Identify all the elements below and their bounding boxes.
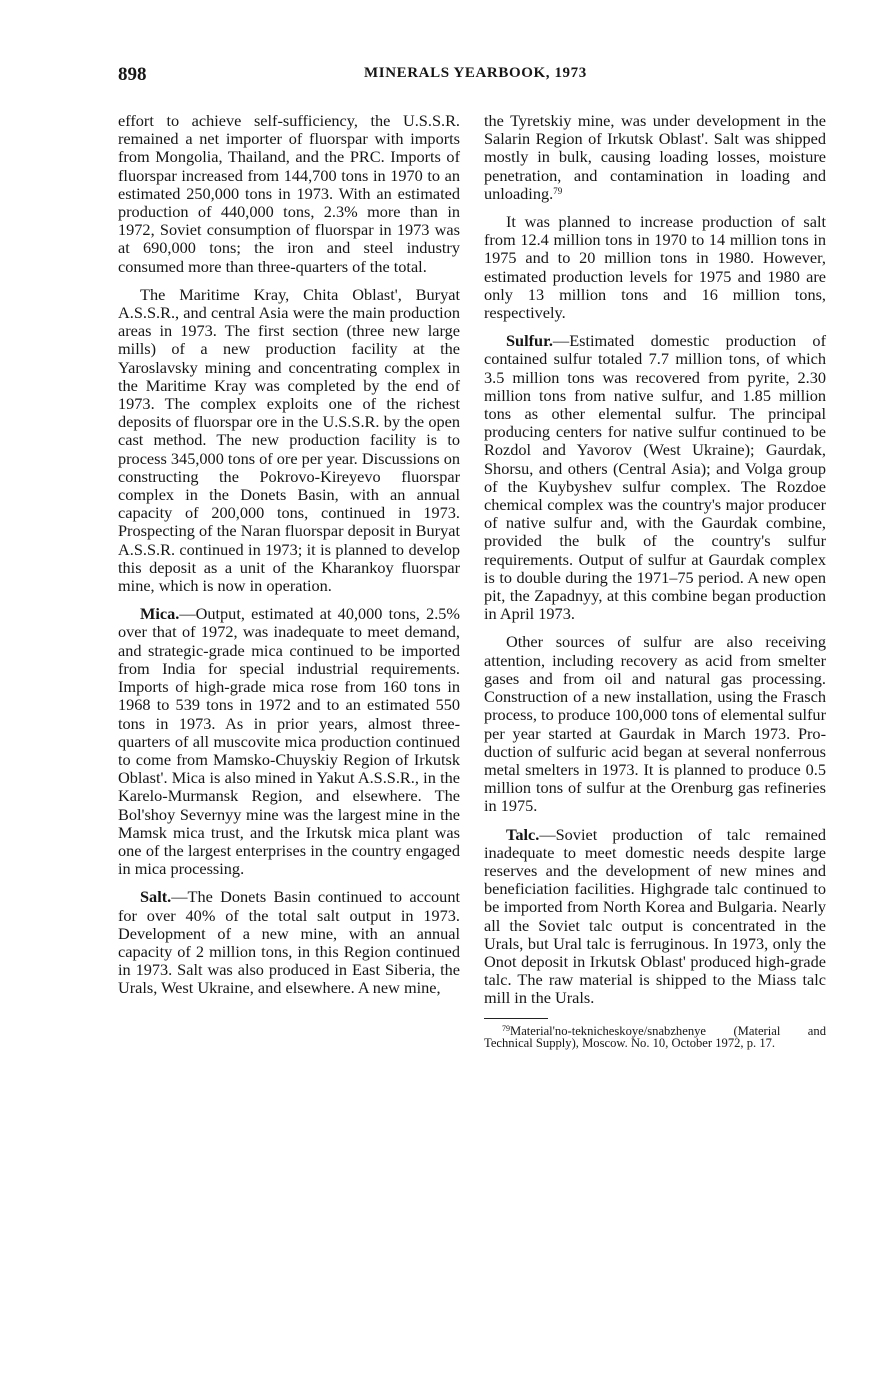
footnote-reference: 79 [553,185,563,196]
running-head: MINERALS YEARBOOK, 1973 [364,65,587,81]
footnote [484,1025,826,1050]
footnote-mark: 79 [502,1023,510,1033]
talc-text: —Soviet production of talc remained inadequate to meet domestic needs despite large reserves and the development of new mines and beneficiation facilities. Highgrade talc continued to be imported from North Korea and Bulgaria. Nearly all the Soviet talc output is concentrated in the Urals, but Ural talc is ferruginous. In 1973, only the Onot deposit in Irkutsk Oblast' produced high-grade talc. The raw material is shipped to the Miass talc mill in the Urals. [484,824,826,1008]
fluorspar-paragraph-continued: effort to achieve self-sufficiency, the U.S.S.R. remained a net importer of fluorspar with imports from Mongolia, Thailand, and the PRC. Imports of fluorspar increased from 144,700 tons in 1970 to an estimated 250,000 tons in 1973. With an estimated production of 440,000 tons, 2.3% more than in 1972, Soviet consumption of fluorspar in 1973 was at 690,000 tons; the iron and steel industry consumed more than three-quarters of the total. [118,111,460,276]
page-header [118,64,826,88]
salt-heading: Salt. [140,887,172,907]
mica-heading: Mica. [140,604,180,624]
sulfur-text: —Estimated domestic production of contained sulfur totaled 7.7 million tons, of which 3.5 million tons was recovered from pyrite, 2.30 million tons from native sulfur, and 1.85 million tons as other elemental sulfur. The principal producing centers for native sulfur continued to be Rozdol and Yavorov (West Ukraine); Gaurdak, Shorsu, and others (Central Asia); and Volga group of the Kuybyshev sulfur complex. The Rozdoe chemical complex was the country's major producer of native sulfur and, with the Gaurdak combine, provided the bulk of the country's sulfur requirements. Output of sulfur at Gaurdak complex is to double during the 1971–75 period. A new open pit, the Zapadnyy, at this combine began production in April 1973. [484,331,826,624]
sulfur-other-sources-paragraph: Other sources of sulfur are also receiving attention, including recovery as acid from smelter gases and from oil and natural gas processing. Construction of a new installation, using the Frasch process, to produce 100,000 tons of elemental sulfur per year started at Gaurdak in March 1973. Production of sulfuric acid began at several nonferrous metal smelters in 1973. It is planned to produce 0.5 million tons of sulfur at the Orenburg gas refineries in 1975. [484,632,826,816]
sulfur-heading: Sulfur. [506,331,553,351]
left-column [118,112,460,1008]
mica-text: —Output, estimated at 40,000 tons, 2.5% over that of 1972, was inadequate to meet demand, and strategic-grade mica continued to be imported from India for special industrial requirements. Imports of high-grade mica rose from 160 tons in 1968 to 539 tons in 1972 and to an estimated 550 tons in 1973. As in prior years, almost three-quarters of all muscovite mica production continued to come from Mamsko-Chuyskiy Region of Irkutsk Oblast'. Mica is also mined in Yakut A.S.S.R., in the Karelo-Murmansk Region, and elsewhere. The Bol'shoy Severnyy mine was the largest mine in the Mamsk mica trust, and the Irkutsk mica plant was one of the largest enterprises in the country engaged in mica processing. [118,604,460,879]
footnote-divider [484,1018,548,1019]
mica-paragraph [118,605,460,878]
salt-paragraph-continued [484,112,826,203]
right-column [484,112,826,1050]
salt-plan-paragraph: It was planned to increase production of salt from 12.4 million tons in 1970 to 14 million tons in 1975 and to 20 million tons in 1980. However, estimated production levels for 1975 and 1980 are only 13 million tons and 16 million tons, respectively. [484,212,826,323]
page-number: 898 [118,64,147,85]
talc-heading: Talc. [506,824,540,844]
salt-continued-text: the Tyretskiy mine, was under development in the Salarin Region of Irkutsk Oblast'. Salt was shipped mostly in bulk, causing loading losses, moisture penetration, and contamination in loading and unloading. [484,111,826,203]
talc-paragraph [484,826,826,1008]
salt-text: —The Donets Basin continued to account for over 40% of the total salt output in 1973. Development of a new mine, with an annual capacity of 2 million tons, in this Region continued in 1973. Salt was also produced in East Siberia, the Urals, West Ukraine, and elsewhere. A new mine, [118,887,460,998]
sulfur-paragraph [484,332,826,623]
salt-paragraph [118,888,460,997]
fluorspar-production-paragraph: The Maritime Kray, Chita Oblast', Buryat A.S.S.R., and central Asia were the main production areas in 1973. The first section (three new large mills) of a new production facility at the Yaroslavsky mining and concentrating complex in the Maritime Kray was completed by the end of 1973. The complex exploits one of the richest deposits of fluorspar ore in the U.S.S.R. by the open cast method. The new production facility is to process 345,000 tons of ore per year. Discussions on constructing the Pokrovo-Kireyevo fluorspar complex in the Donets Basin, with an annual capacity of 200,000 tons, continued in 1973. Prospecting of the Naran fluorspar deposit in Buryat A.S.S.R. continued in 1973; it is planned to develop this deposit as a unit of the Kharankoy fluorspar mine, which is now in operation. [118,284,460,596]
footnote-text: Material'no-teknicheskoye/snabzhenye (Material and Technical Supply), Moscow. No. 10, October 1972, p. 17. [484,1023,826,1051]
